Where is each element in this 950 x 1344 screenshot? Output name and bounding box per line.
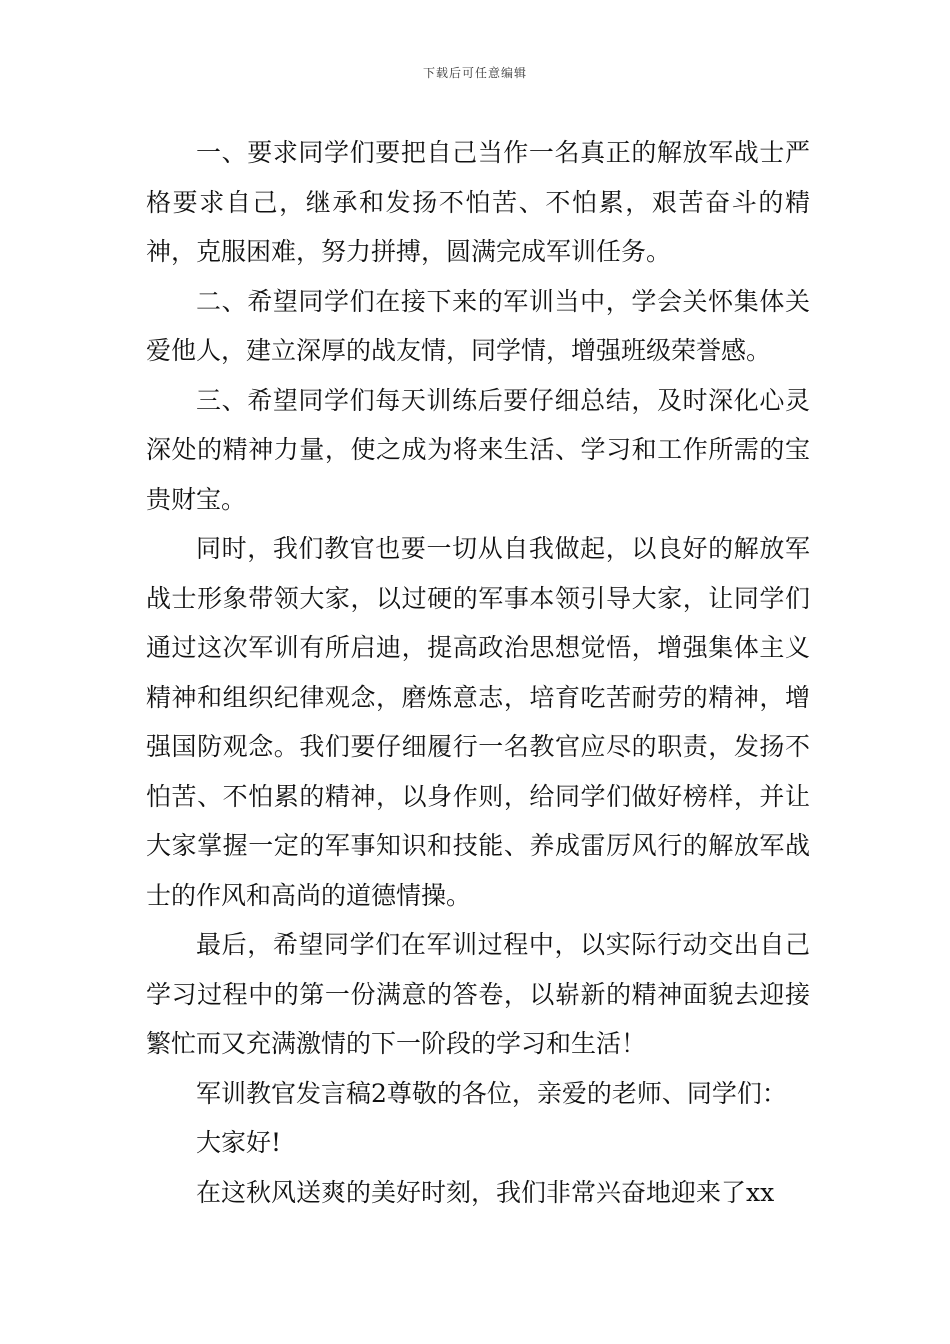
- paragraph-opening: 在这秋风送爽的美好时刻，我们非常兴奋地迎来了xx: [196, 1177, 775, 1207]
- paragraph-closing: 最后，希望同学们在军训过程中，以实际行动交出自己学习过程中的第一份满意的答卷，以崭新的精神面貌去迎接繁忙而又充满激情的下一阶段的学习和生活！: [146, 930, 810, 1058]
- paragraph-greeting: 大家好!: [196, 1128, 282, 1157]
- paragraph-requirement-3: 三、希望同学们每天训练后要仔细总结，及时深化心灵深处的精神力量，使之成为将来生活、学习和工作所需的宝贵财宝。: [146, 385, 810, 514]
- paragraph-requirement-2: 二、希望同学们在接下来的军训当中，学会关怀集体关爱他人，建立深厚的战友情，同学情，增强班级荣誉感。: [146, 286, 810, 365]
- page-header: 下载后可任意编辑: [422, 66, 527, 80]
- paragraph-requirement-1: 一、要求同学们要把自己当作一名真正的解放军战士严格要求自己，继承和发扬不怕苦、不怕累，艰苦奋斗的精神，克服困难，努力拼搏，圆满完成军训任务。: [146, 138, 810, 266]
- document-body: [146, 128, 810, 1217]
- paragraph-speech-2-title: 军训教官发言稿2尊敬的各位，亲爱的老师、同学们：: [196, 1078, 787, 1108]
- paragraph-instructors: 同时，我们教官也要一切从自我做起，以良好的解放军战士形象带领大家，以过硬的军事本领引导大家，让同学们通过这次军训有所启迪，提高政治思想觉悟，增强集体主义精神和组织纪律观念，磨炼意志，培育吃苦耐劳的精神，增强国防观念。我们要仔细履行一名教官应尽的职责，发扬不怕苦、不怕累的精神，以身作则，给同学们做好榜样，并让大家掌握一定的军事知识和技能、养成雷厉风行的解放军战士的作风和高尚的道德情操。: [146, 534, 810, 910]
